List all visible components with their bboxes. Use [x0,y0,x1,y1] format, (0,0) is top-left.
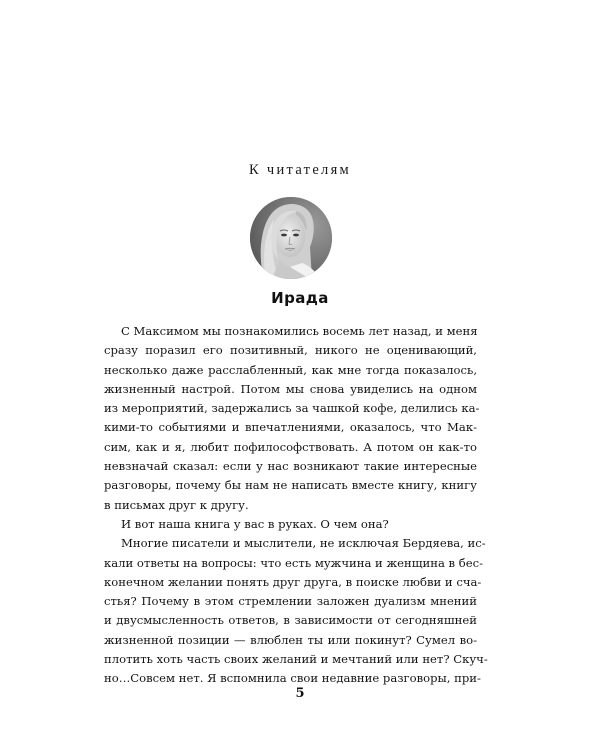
text-line: жизненный настрой. Потом мы снова увиделись на одном [104,381,477,396]
text-line: жизненной позиции — влюблен ты или покинут? Сумел во- [104,632,477,647]
text-line: Многие писатели и мыслители, не исключая Бердяева, ис- [121,536,486,551]
author-portrait-image [250,197,332,279]
text-line: и двусмысленность ответов, в зависимости от сегодняшней [104,613,477,628]
text-line: разговоры, почему бы нам не написать вместе книгу, книгу [104,478,477,493]
author-portrait-icon [250,197,332,279]
text-line: сразу поразил его позитивный, никого не оценивающий, [104,343,477,358]
text-line: стья? Почему в этом стремлении заложен дуализм мнений [104,594,477,609]
text-line: в письмах друг к другу. [104,497,249,512]
text-line: С Максимом мы познакомились восемь лет назад, и меня [121,324,478,338]
text-line: невзначай сказал: если у нас возникают такие интересные [104,459,477,474]
author-name: Ирада [271,289,329,307]
text-line: несколько даже расслабленный, как мне тогда показалось, [104,362,477,377]
text-line: но…Совсем нет. Я вспомнила свои недавние разговоры, при- [104,671,481,686]
text-line: из мероприятий, задержались за чашкой кофе, делились ка- [104,401,480,416]
text-line: конечном желании понять друг друга, в поиске любви и сча- [104,574,482,589]
body-text [104,322,488,689]
text-line: кали ответы на вопросы: что есть мужчина и женщина в бес- [104,555,484,570]
text-line: сим, как и я, любит пофилософствовать. А потом он как-то [104,439,477,454]
text-line: плотить хоть часть своих желаний и мечтаний или нет? Скуч- [104,652,488,667]
page-number: 5 [295,686,305,701]
text-line: И вот наша книга у вас в руках. О чем она? [121,516,389,531]
text-line: кими-то событиями и впечатлениями, оказалось, что Мак- [104,420,477,435]
section-heading: К читателям [248,162,352,178]
